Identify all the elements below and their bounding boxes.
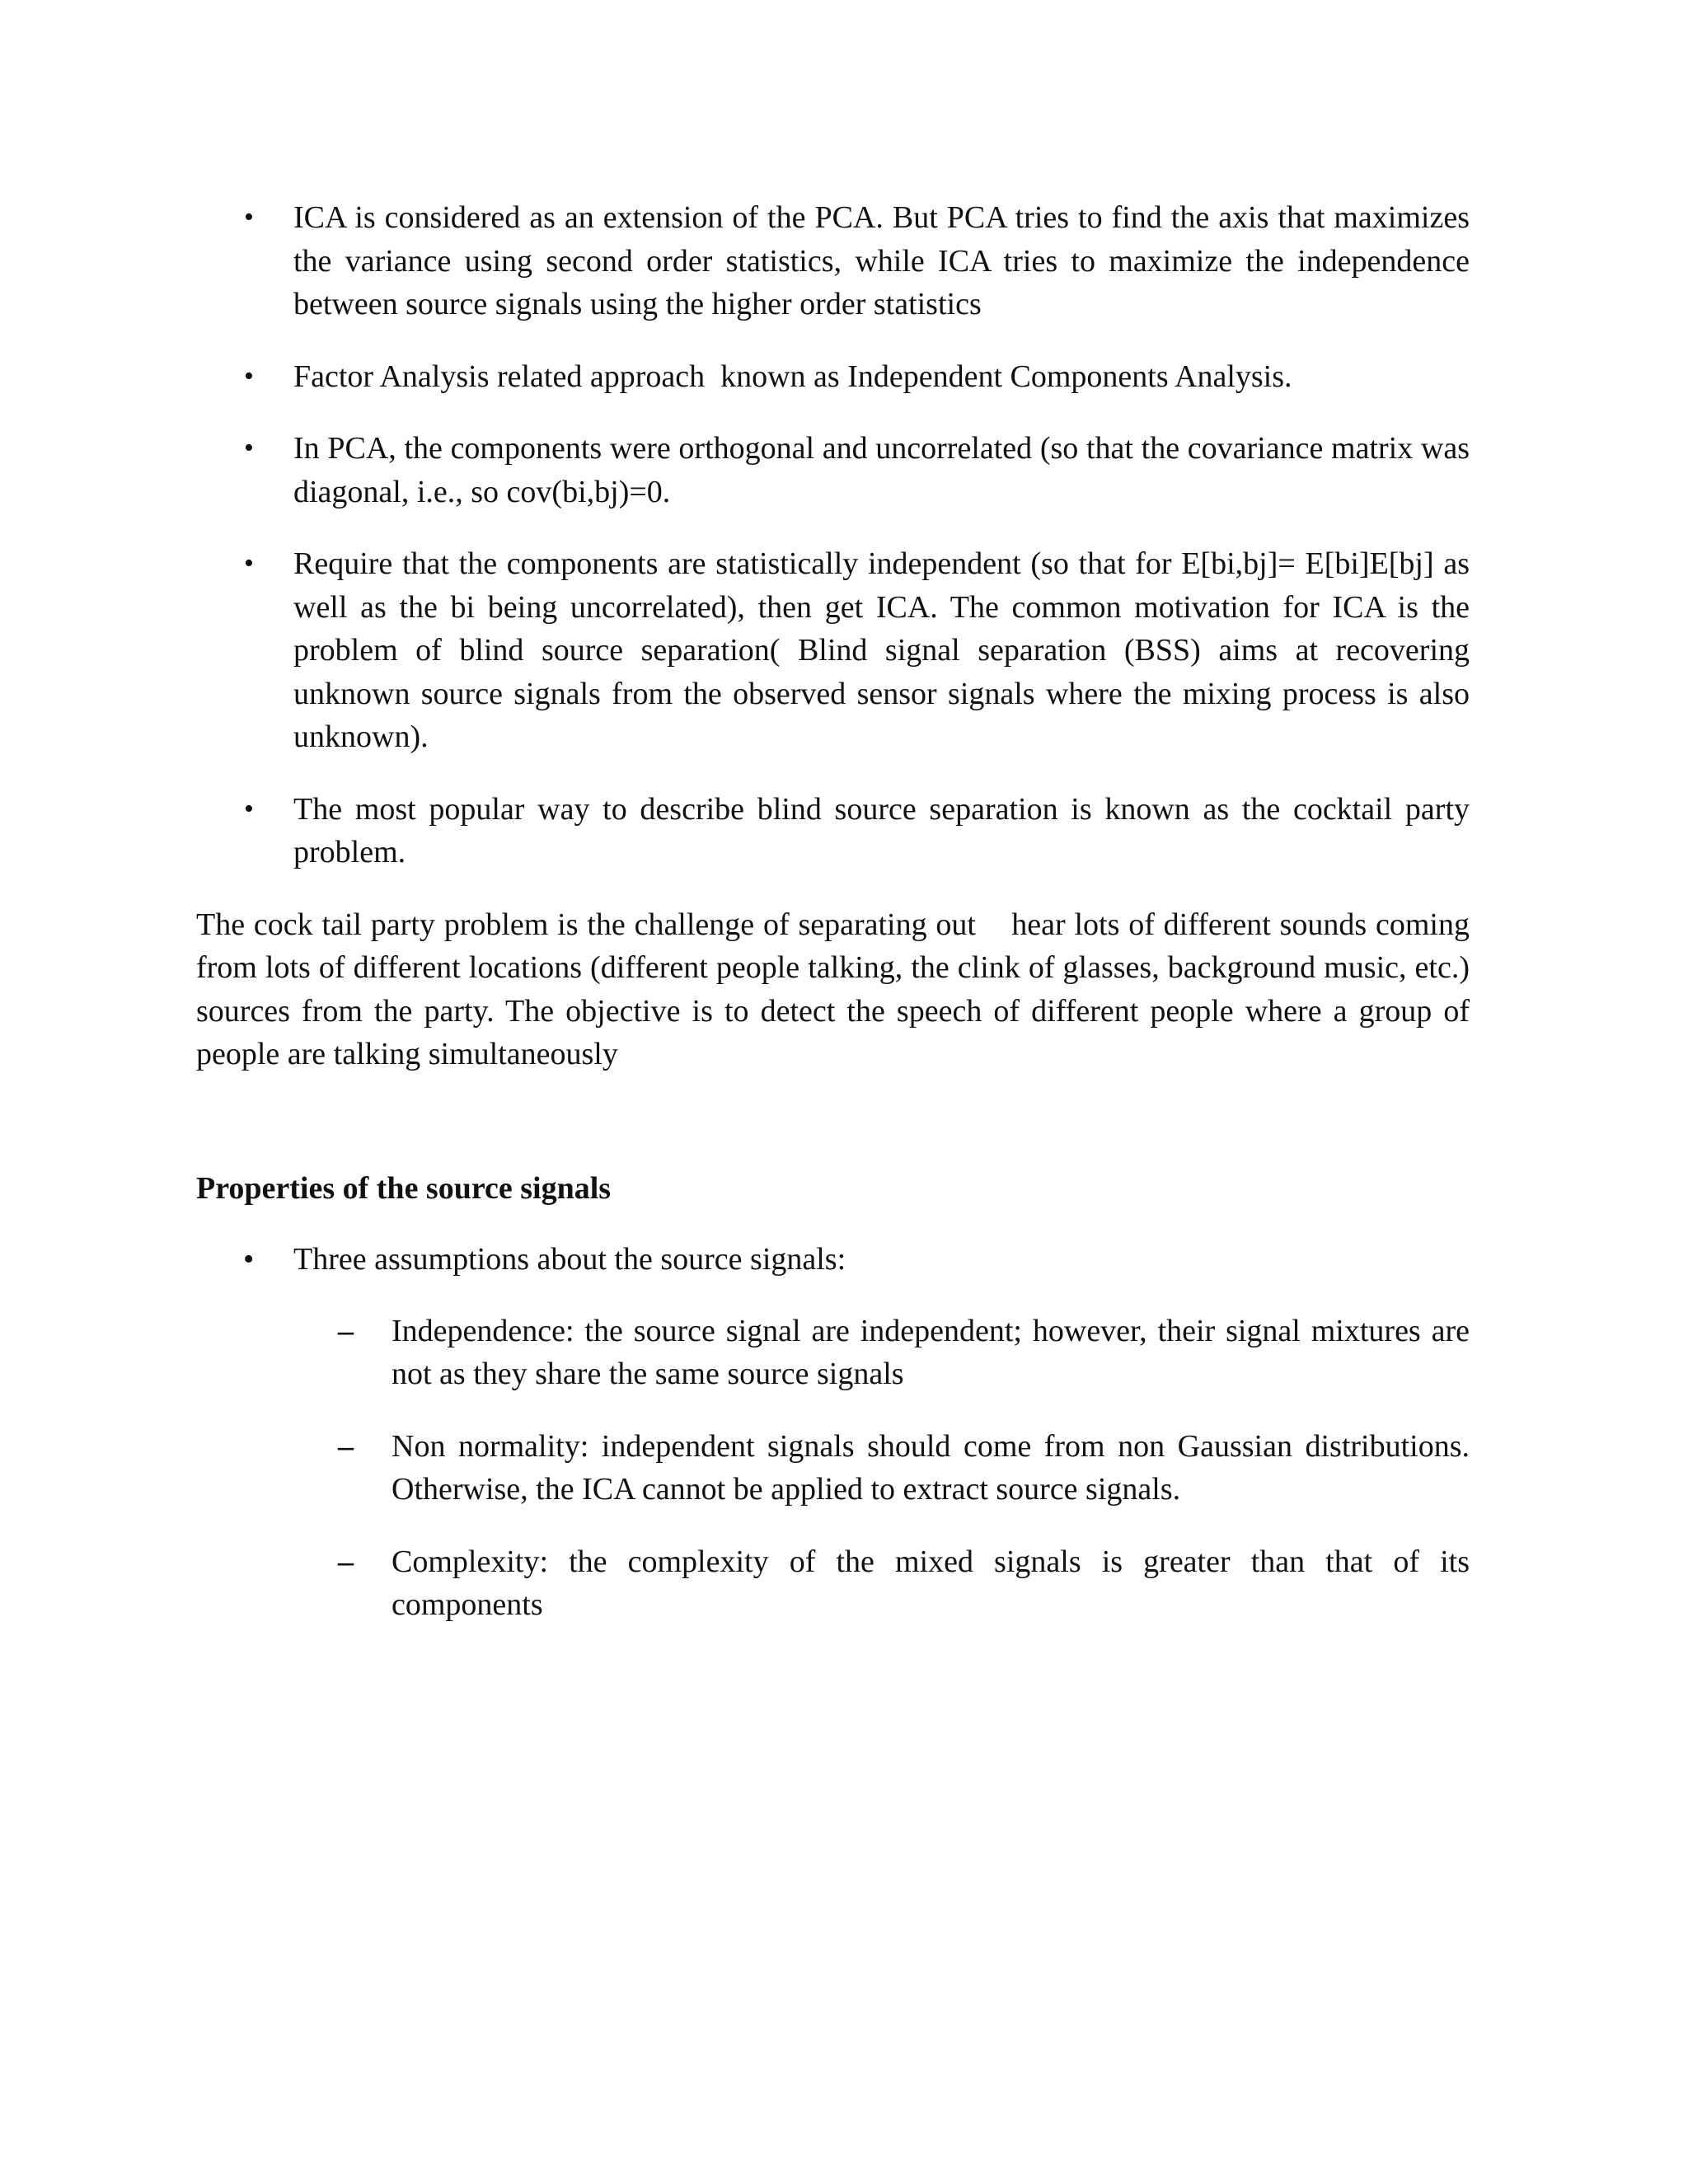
list-item <box>196 196 1470 326</box>
dash-icon: – <box>338 1428 354 1464</box>
dash-icon: – <box>338 1544 354 1579</box>
assumption-text: Independence: the source signal are independent; however, their signal mixtures are not as they share the same source signals <box>392 1313 1470 1391</box>
bullet-text: Factor Analysis related approach known as Independent Components Analysis. <box>293 359 1292 394</box>
list-item <box>196 427 1470 513</box>
assumption-text: Non normality: independent signals should come from non Gaussian distributions. Otherwise, the ICA cannot be applied to extract source signals. <box>392 1428 1470 1507</box>
assumptions-list <box>196 1310 1470 1627</box>
bullet-text: The most popular way to describe blind source separation is known as the cocktail party problem. <box>293 791 1470 869</box>
document-body <box>196 196 1478 1656</box>
bullet-icon: • <box>244 793 254 824</box>
list-item <box>196 788 1470 874</box>
list-item <box>196 542 1470 759</box>
bullet-icon: • <box>244 202 254 232</box>
bullet-text: Three assumptions about the source signals: <box>293 1242 846 1277</box>
bullet-icon: • <box>244 548 254 579</box>
bullet-icon: • <box>244 433 254 463</box>
list-item <box>196 1425 1470 1511</box>
bullet-text: ICA is considered as an extension of the PCA. But PCA tries to find the axis that maximizes the variance using second order statistics, while ICA tries to maximize the independence between source signals using the higher order statistics <box>293 200 1470 321</box>
bullet-icon: • <box>244 360 254 391</box>
dash-icon: – <box>338 1313 354 1348</box>
list-item <box>196 1310 1470 1396</box>
bullet-list <box>196 196 1470 874</box>
cocktail-party-paragraph: The cock tail party problem is the challenge of separating out hear lots of different sounds coming from lots of different locations (different people talking, the clink of glasses, background music, etc.) sources from the party. The objective is to detect the speech of different people where a group of people are talking simultaneously <box>196 907 1478 1071</box>
bullet-text: In PCA, the components were orthogonal and uncorrelated (so that the covariance matrix was diagonal, i.e., so cov(bi,bj)=0. <box>293 431 1470 509</box>
list-item <box>196 355 1470 399</box>
list-item <box>196 1540 1470 1627</box>
bullet-text: Require that the components are statistically independent (so that for E[bi,bj]= E[bi]E[bj] as well as the bi being uncorrelated), then get ICA. The common motivation for ICA is the problem of blind source separation( Blind signal separation (BSS) aims at recovering unknown source signals from the observed sensor signals where the mixing process is also unknown). <box>293 546 1470 754</box>
assumption-text: Complexity: the complexity of the mixed signals is greater than that of its components <box>392 1544 1470 1622</box>
section-spacer <box>196 1076 1470 1167</box>
section-heading: Properties of the source signals <box>196 1170 612 1206</box>
assumptions-intro-list <box>196 1238 1470 1282</box>
list-item <box>196 1238 1470 1282</box>
bullet-icon: • <box>243 1242 255 1277</box>
